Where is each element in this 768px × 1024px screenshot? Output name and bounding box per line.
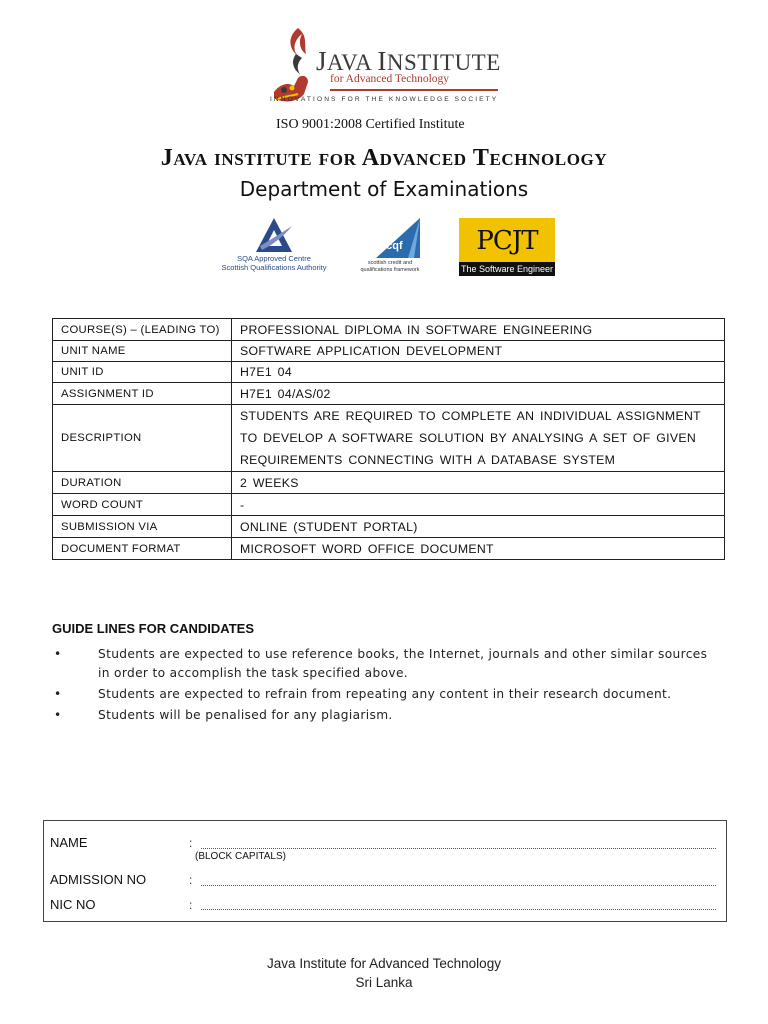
row-value: - [232, 494, 725, 516]
institute-title: Java institute for Advanced Technology [160, 145, 608, 171]
name-field[interactable] [201, 847, 716, 849]
logo-word-ava: AVA [327, 50, 378, 75]
sqa-line-2: Scottish Qualifications Authority [221, 263, 327, 272]
list-item [52, 645, 717, 683]
row-value: MICROSOFT WORD OFFICE DOCUMENT [232, 538, 725, 560]
table-row [53, 516, 725, 538]
bullet-icon: • [54, 647, 62, 661]
guidelines-list [52, 645, 717, 727]
guideline-text: Students are expected to use reference books, the Internet, journals and other similar sources in order to accomplish the task specified above. [98, 647, 708, 680]
pcjt-logo [459, 218, 555, 276]
row-key: COURSE(S) – (LEADING TO) [53, 319, 232, 341]
row-key: DURATION [53, 472, 232, 494]
row-value: STUDENTS ARE REQUIRED TO COMPLETE AN INDIVIDUAL ASSIGNMENT TO DEVELOP A SOFTWARE SOLUTION BY ANALYSING A SET OF GIVEN REQUIREMENTS CONNECTING WITH A DATABASE SYSTEM [232, 405, 725, 472]
table-row [53, 341, 725, 362]
logo-underline [330, 89, 498, 91]
scqf-badge-text: scqf [380, 240, 403, 252]
candidate-details-box [43, 820, 727, 922]
pcjt-subtitle: The Software Engineer [460, 264, 554, 274]
guideline-text: Students will be penalised for any plagiarism. [98, 708, 393, 722]
row-value: PROFESSIONAL DIPLOMA IN SOFTWARE ENGINEERING [232, 319, 725, 341]
scqf-badge-icon [374, 216, 422, 260]
bullet-icon: • [54, 708, 62, 722]
logo-word-nstitute: NSTITUTE [386, 50, 501, 75]
list-item [52, 706, 717, 725]
bullet-icon: • [54, 687, 62, 701]
nic-no-field[interactable] [201, 908, 716, 910]
guidelines-heading: GUIDE LINES FOR CANDIDATES [52, 621, 254, 636]
table-row [53, 538, 725, 560]
row-value: H7E1 04/AS/02 [232, 383, 725, 405]
row-key: UNIT NAME [53, 341, 232, 362]
pcjt-name: PCJT [476, 226, 538, 256]
list-item [52, 685, 717, 704]
admission-no-colon: : [189, 873, 193, 887]
row-value: 2 WEEKS [232, 472, 725, 494]
row-key: SUBMISSION VIA [53, 516, 232, 538]
scqf-line-2: qualifications framework [360, 267, 420, 273]
row-key: DOCUMENT FORMAT [53, 538, 232, 560]
nic-no-label: NIC NO [50, 897, 96, 912]
nic-no-colon: : [189, 898, 193, 912]
row-key: ASSIGNMENT ID [53, 383, 232, 405]
name-colon: : [189, 836, 193, 850]
scqf-line-1: scottish credit and [367, 260, 413, 266]
row-value: SOFTWARE APPLICATION DEVELOPMENT [232, 341, 725, 362]
scqf-logo [352, 216, 428, 278]
assignment-info-table [52, 318, 725, 560]
logo-tagline: INNOVATIONS FOR THE KNOWLEDGE SOCIETY [270, 96, 499, 103]
logo-letter-j: J [316, 46, 328, 76]
guideline-text: Students are expected to refrain from repeating any content in their research document. [98, 687, 672, 701]
row-key: DESCRIPTION [53, 405, 232, 472]
table-row [53, 383, 725, 405]
table-row [53, 362, 725, 383]
sqa-line-1: SQA Approved Centre [237, 254, 311, 263]
row-value: H7E1 04 [232, 362, 725, 383]
block-capitals-hint: (BLOCK CAPITALS) [195, 851, 286, 862]
footer-country: Sri Lanka [355, 975, 413, 990]
row-key: UNIT ID [53, 362, 232, 383]
table-row [53, 405, 725, 472]
admission-no-label: ADMISSION NO [50, 872, 147, 887]
logo-subtitle: for Advanced Technology [330, 73, 450, 85]
table-row [53, 494, 725, 516]
name-label: NAME [50, 835, 88, 850]
sqa-triangle-icon [254, 216, 294, 254]
sqa-logo [212, 216, 336, 278]
table-row [53, 472, 725, 494]
department-title: Department of Examinations [239, 177, 529, 201]
table-row [53, 319, 725, 341]
row-value: ONLINE (STUDENT PORTAL) [232, 516, 725, 538]
row-key: WORD COUNT [53, 494, 232, 516]
footer-institute: Java Institute for Advanced Technology [267, 956, 501, 971]
admission-no-field[interactable] [201, 884, 716, 886]
logo-letter-i: I [377, 46, 387, 76]
iso-certification: ISO 9001:2008 Certified Institute [276, 117, 465, 132]
